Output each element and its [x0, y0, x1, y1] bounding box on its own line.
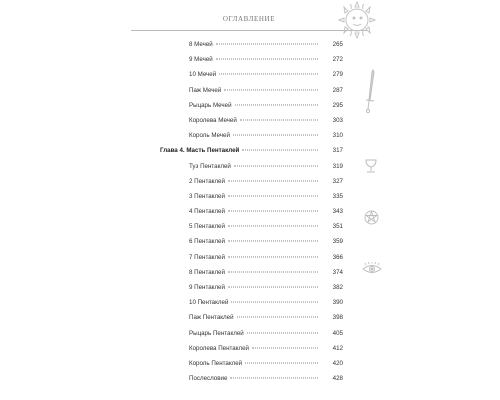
- toc-entry-title: 9 Мечей: [189, 56, 213, 64]
- dot-leader: [216, 59, 318, 60]
- toc-entry-page-number: 351: [332, 223, 343, 231]
- dot-leader: [216, 44, 318, 45]
- dot-leader: [245, 362, 318, 363]
- toc-entry-page-number: 366: [332, 253, 343, 261]
- toc-entry: [0, 375, 500, 390]
- toc-entry-title: Король Мечей: [189, 132, 230, 140]
- toc-entry: [0, 132, 500, 147]
- toc-entry: [0, 254, 500, 269]
- toc-entry-title: Послесловие: [189, 375, 228, 383]
- toc-entry-page-number: 374: [332, 268, 343, 276]
- toc-entry-page-number: 272: [332, 56, 343, 64]
- toc-entry-title: Королева Пентаклей: [189, 344, 250, 352]
- dot-leader: [234, 165, 318, 166]
- toc-entry-page-number: 412: [332, 344, 343, 352]
- toc-entry-title: 4 Пентаклей: [189, 208, 225, 216]
- toc-entry-page-number: 405: [332, 329, 343, 337]
- dot-leader: [230, 378, 318, 379]
- toc-entry-page-number: 317: [332, 147, 343, 155]
- toc-entry: [0, 330, 500, 345]
- dot-leader: [252, 347, 318, 348]
- toc-entry: [0, 208, 500, 223]
- dot-leader: [228, 180, 318, 181]
- dot-leader: [228, 287, 318, 288]
- toc-entry-title: 10 Мечей: [189, 71, 217, 79]
- toc-entry-title: 7 Пентаклей: [189, 253, 225, 261]
- toc-entry: [0, 284, 500, 299]
- dot-leader: [228, 256, 318, 257]
- toc-entry-title: Рыцарь Пентаклей: [189, 329, 244, 337]
- toc-entry-page-number: 303: [332, 116, 343, 124]
- toc-entry: [0, 102, 500, 117]
- dot-leader: [228, 241, 318, 242]
- toc-entry-page-number: 279: [332, 71, 343, 79]
- toc-entry-page-number: 265: [332, 41, 343, 48]
- toc-entry-page-number: 287: [332, 86, 343, 94]
- toc-entry-page-number: 428: [332, 375, 343, 383]
- toc-entry-title: Паж Пентаклей: [189, 314, 234, 322]
- toc-entry: [0, 314, 500, 329]
- dot-leader: [247, 332, 318, 333]
- sword-icon: [364, 68, 378, 114]
- toc-entry-title: 8 Мечей: [189, 41, 213, 48]
- toc-entry: [0, 299, 500, 314]
- toc-entry: [0, 360, 500, 375]
- toc-entry: [0, 269, 500, 284]
- toc-entry: [0, 223, 500, 238]
- dot-leader: [228, 271, 318, 272]
- chalice-icon: [364, 158, 378, 174]
- toc-entry-title: Король Пентаклей: [189, 359, 243, 367]
- toc-entry-title: 10 Пентаклей: [189, 299, 229, 307]
- toc-entry: [0, 87, 500, 102]
- toc-entry: [0, 345, 500, 360]
- toc-entry: [0, 193, 500, 208]
- table-of-contents: [0, 41, 500, 390]
- toc-entry: [0, 238, 500, 253]
- toc-entry: [0, 178, 500, 193]
- toc-entry-title: 3 Пентаклей: [189, 192, 225, 200]
- running-head-title: ОГЛАВЛЕНИЕ: [222, 15, 276, 23]
- dot-leader: [228, 195, 318, 196]
- toc-entry: [0, 56, 500, 71]
- toc-entry-title: Королева Мечей: [189, 116, 237, 124]
- toc-entry-title: 9 Пентаклей: [189, 284, 225, 291]
- toc-entry-title: Рыцарь Мечей: [189, 101, 232, 109]
- toc-entry: [0, 117, 500, 132]
- dot-leader: [240, 119, 318, 120]
- toc-entry-page-number: 319: [332, 162, 343, 170]
- toc-entry-page-number: 310: [332, 132, 343, 140]
- toc-entry: [0, 41, 500, 56]
- dot-leader: [237, 317, 318, 318]
- toc-entry-title: 2 Пентаклей: [189, 177, 225, 185]
- dot-leader: [233, 135, 318, 136]
- toc-entry-title: Паж Мечей: [189, 86, 222, 94]
- toc-entry-title: 8 Пентаклей: [189, 268, 225, 276]
- toc-entry-title: 5 Пентаклей: [189, 223, 225, 231]
- eye-icon: [361, 262, 383, 276]
- toc-entry-page-number: 359: [332, 238, 343, 246]
- toc-entry-title: 6 Пентаклей: [189, 238, 225, 246]
- toc-entry-page-number: 327: [332, 177, 343, 185]
- toc-entry-page-number: 295: [332, 101, 343, 109]
- toc-entry-page-number: 420: [332, 359, 343, 367]
- toc-chapter-entry: [0, 147, 500, 162]
- toc-entry-page-number: 390: [332, 299, 343, 307]
- toc-entry: [0, 163, 500, 178]
- toc-entry-page-number: 343: [332, 208, 343, 216]
- dot-leader: [231, 302, 318, 303]
- pentacle-icon: [364, 210, 379, 225]
- toc-entry-page-number: 382: [332, 284, 343, 291]
- toc-entry-title: Туз Пентаклей: [189, 162, 231, 170]
- dot-leader: [228, 226, 318, 227]
- toc-entry-title: Глава 4. Масть Пентаклей: [160, 147, 240, 155]
- dot-leader: [224, 89, 318, 90]
- dot-leader: [242, 150, 318, 151]
- toc-entry-page-number: 398: [332, 314, 343, 322]
- toc-entry: [0, 71, 500, 86]
- dot-leader: [228, 211, 318, 212]
- dot-leader: [235, 104, 318, 105]
- dot-leader: [219, 74, 318, 75]
- sun-icon: [330, 0, 385, 45]
- toc-entry-page-number: 335: [332, 192, 343, 200]
